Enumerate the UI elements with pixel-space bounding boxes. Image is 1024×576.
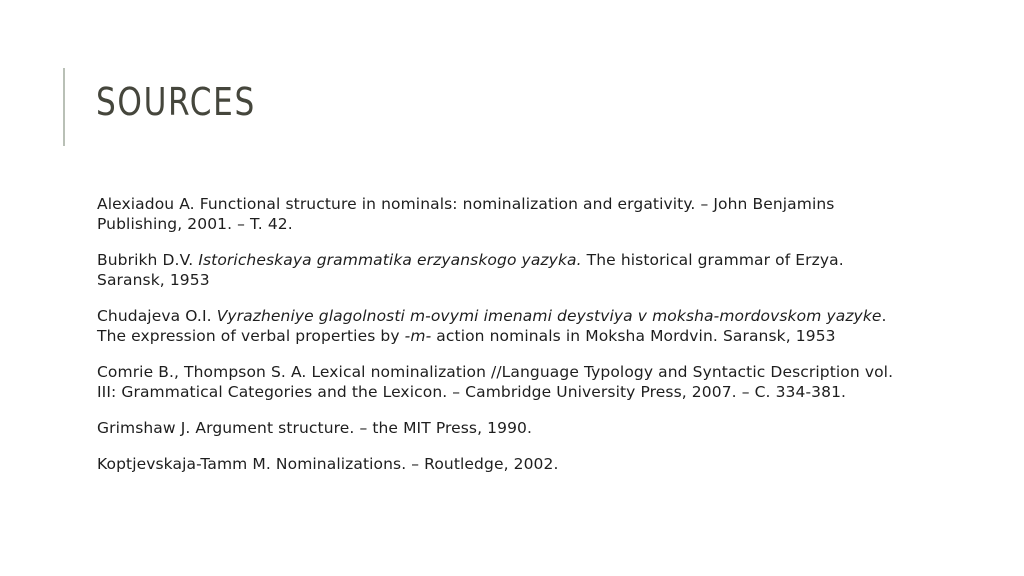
- source-title-italic: Vyrazheniye glagolnosti m-ovymi imenami deystviya v moksha-mordovskom yazyke: [216, 307, 882, 325]
- source-text: Comrie B., Thompson S. A. Lexical nominalization //Language Typology and Syntactic Description vol. III: Grammatical Categories and the Lexicon. – Cambridge University Press, 2007. – С. 334-381.: [97, 363, 894, 401]
- source-entry: [97, 306, 897, 346]
- source-text: Koptjevskaja-Tamm M. Nominalizations. – Routledge, 2002.: [97, 455, 559, 473]
- source-text: The historical grammar of Erzya. Saransk, 1953: [97, 251, 844, 289]
- source-entry: [97, 194, 897, 234]
- source-entry: [97, 250, 897, 290]
- source-text: Bubrikh D.V.: [97, 251, 199, 269]
- source-entry: [97, 454, 897, 474]
- source-text: action nominals in Moksha Mordvin. Saransk, 1953: [431, 327, 836, 345]
- source-text: Alexiadou A. Functional structure in nominals: nominalization and ergativity. – John Benjamins Publishing, 2001. – T. 42.: [97, 195, 835, 233]
- title-accent-bar: [63, 68, 65, 146]
- source-text: . The expression of verbal properties by: [97, 307, 887, 345]
- source-title-italic: -m-: [404, 327, 432, 345]
- slide-title: SOURCES: [96, 80, 256, 124]
- source-entry: [97, 362, 897, 402]
- source-text: Grimshaw J. Argument structure. – the MIT Press, 1990.: [97, 419, 533, 437]
- source-title-italic: Istoricheskaya grammatika erzyanskogo yazyka.: [198, 251, 582, 269]
- source-entry: [97, 418, 897, 438]
- source-text: Chudajeva O.I.: [97, 307, 217, 325]
- sources-list: [97, 194, 897, 490]
